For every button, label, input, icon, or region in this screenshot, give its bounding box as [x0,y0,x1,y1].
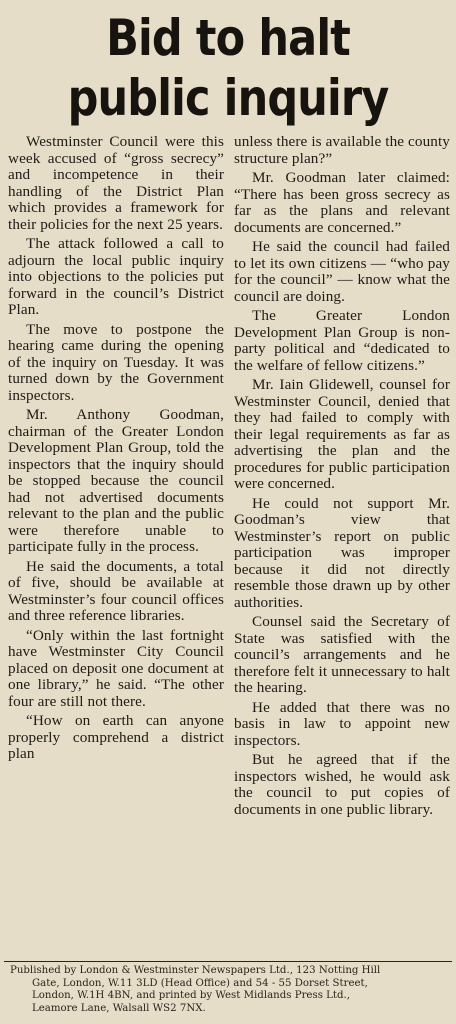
imprint-line: London, W.1H 4BN, and printed by West Midlands Press Ltd., [32,990,351,1001]
paragraph: Mr. Goodman later claimed: “There has been gross secrecy as far as the plans and relevant documents are concerned.” [234,169,450,236]
imprint-line: Gate, London, W.11 3LD (Head Office) and 54 - 55 Dorset Street, [32,977,368,989]
paragraph: Mr. Anthony Goodman, chairman of the Greater London Development Plan Group, told the inspectors that the inquiry should be stopped because the council had not advertised documents relevant to the plan and the public were therefore unable to participate fully in the process. [8,406,224,555]
headline-line-2: public inquiry [67,69,389,127]
imprint-line: Leamore Lane, Walsall WS2 7NX. [32,1002,206,1014]
paragraph: Counsel said the Secretary of State was satisfied with the council’s arrangements and he therefore felt it unnecessary to halt the hearing. [234,613,450,696]
paragraph: unless there is available the county structure plan?” [234,133,450,167]
paragraph: But he agreed that if the inspectors wished, he would ask the council to put copies of documents in one public library. [234,751,450,818]
paragraph: Westminster Council were this week accused of “gross secrecy” and incompetence in their handling of the District Plan which provides a framework for their policies for the next 25 years. [8,133,224,233]
paragraph: He added that there was no basis in law to appoint new inspectors. [234,698,450,749]
paragraph: The Greater London Development Plan Group is non-party political and “dedicated to the welfare of fellow citizens.” [234,307,450,374]
footer-divider [4,961,452,962]
article-body [8,134,450,818]
paragraph: Mr. Iain Glidewell, counsel for Westminster Council, denied that they had failed to comply with their legal requirements as far as advertising the plan and the procedures for public participation were concerned. [234,376,450,492]
column-right [234,134,450,818]
headline [32,0,424,128]
paragraph: “Only within the last fortnight have Westminster City Council placed on deposit one document at one library,” he said. “The other four are still not there. [8,626,224,710]
paragraph: He said the council had failed to let its own citizens — “who pay for the council” — know what the council are doing. [234,238,450,305]
headline-line-1: Bid to halt [106,9,350,67]
paragraph: The attack followed a call to adjourn the local public inquiry into objections to the policies put forward in the council’s District Plan. [8,235,224,318]
imprint-line: Published by London & Westminster Newspapers Ltd., 123 Notting Hill [10,965,381,976]
paragraph: He could not support Mr. Goodman’s view that Westminster’s report on public participation was improper because it did not directly resemble those drawn up by other authorities. [234,494,450,611]
column-left [8,134,224,818]
paragraph: He said the documents, a total of five, should be available at Westminster’s four council offices and three reference libraries. [8,557,224,624]
paragraph: The move to postpone the hearing came during the opening of the inquiry on Tuesday. It was turned down by the Government inspectors. [8,320,224,404]
paragraph: “How on earth can anyone properly comprehend a district plan [8,712,224,762]
publisher-imprint [10,965,448,1015]
